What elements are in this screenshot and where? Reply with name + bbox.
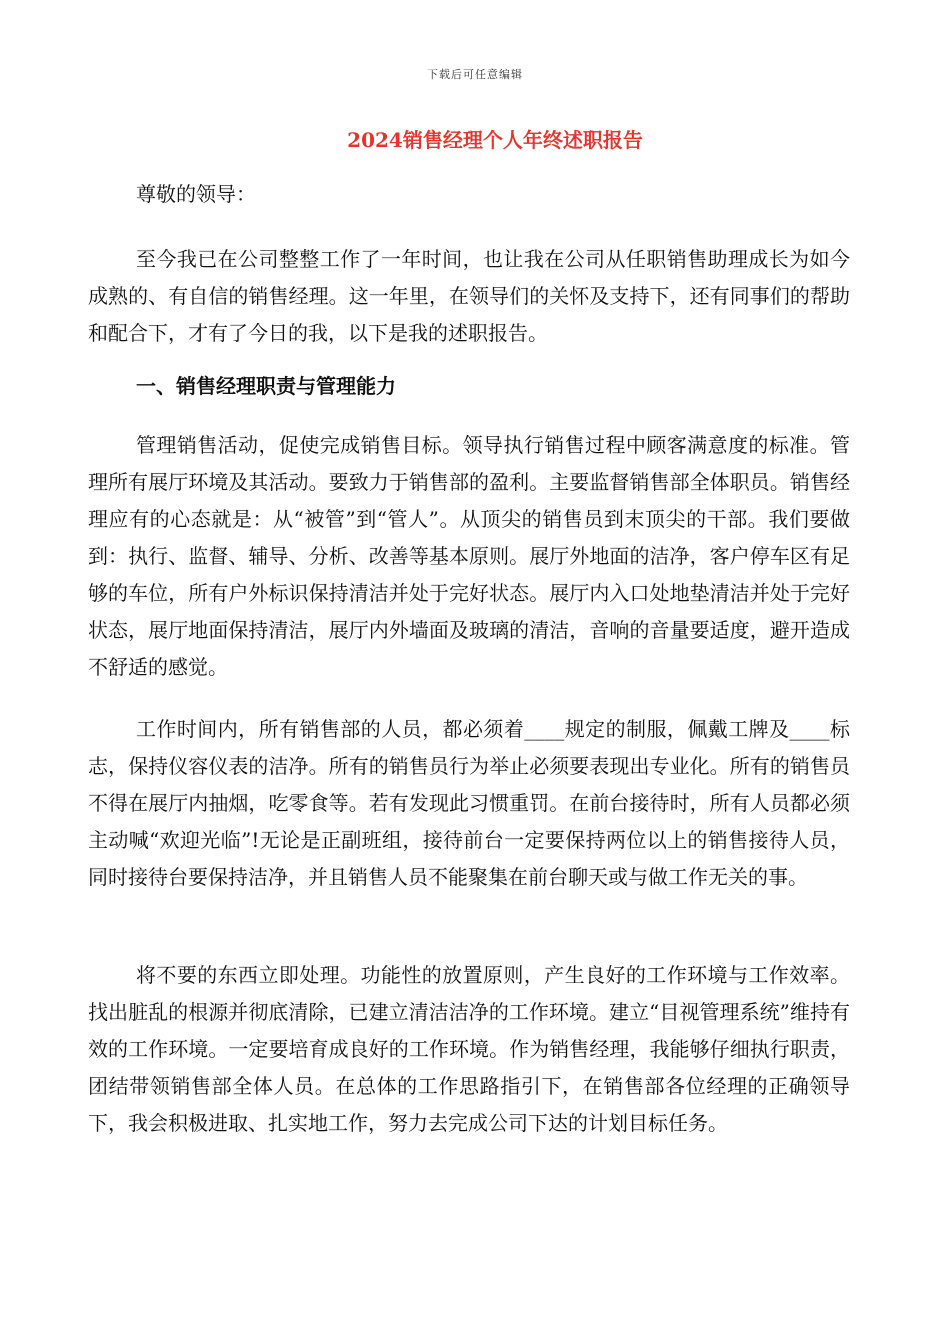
section-paragraph-1: 管理销售活动，促使完成销售目标。领导执行销售过程中顾客满意度的标准。管理所有展厅环境及其活动。要致力于销售部的盈利。主要监督销售部全体职员。销售经理应有的心态就是：从“被管”到“管人”。从顶尖的销售员到末顶尖的干部。我们要做到：执行、监督、辅导、分析、改善等基本原则。展厅外地面的洁净，客户停车区有足够的车位，所有户外标识保持清洁并处于完好状态。展厅内入口处地垫清洁并处于完好状态，展厅地面保持清洁，展厅内外墙面及玻璃的清洁，音响的音量要适度，避开造成不舒适的感觉。 [88, 433, 850, 679]
salutation: 尊敬的领导： [136, 182, 256, 206]
section-heading: 一、销售经理职责与管理能力 [136, 374, 396, 398]
header-note: 下载后可任意编辑 [427, 68, 523, 81]
section-paragraph-3: 将不要的东西立即处理。功能性的放置原则，产生良好的工作环境与工作效率。找出脏乱的根源并彻底清除，已建立清洁洁净的工作环境。建立“目视管理系统”维持有效的工作环境。一定要培育成良好的工作环境。作为销售经理，我能够仔细执行职责，团结带领销售部全体人员。在总体的工作思路指引下，在销售部各位经理的正确领导下，我会积极进取、扎实地工作，努力去完成公司下达的计划目标任务。 [88, 963, 850, 1135]
section-paragraph-2: 工作时间内，所有销售部的人员，都必须着____规定的制服，佩戴工牌及____标志，保持仪容仪表的洁净。所有的销售员行为举止必须要表现出专业化。所有的销售员不得在展厅内抽烟，吃零食等。若有发现此习惯重罚。在前台接待时，所有人员都必须主动喊“欢迎光临”!无论是正副班组，接待前台一定要保持两位以上的销售接待人员，同时接待台要保持洁净，并且销售人员不能聚集在前台聊天或与做工作无关的事。 [88, 717, 850, 889]
document-title: 2024销售经理个人年终述职报告 [347, 128, 643, 152]
intro-paragraph: 至今我已在公司整整工作了一年时间，也让我在公司从任职销售助理成长为如今成熟的、有自信的销售经理。这一年里，在领导们的关怀及支持下，还有同事们的帮助和配合下，才有了今日的我，以下是我的述职报告。 [88, 247, 850, 345]
